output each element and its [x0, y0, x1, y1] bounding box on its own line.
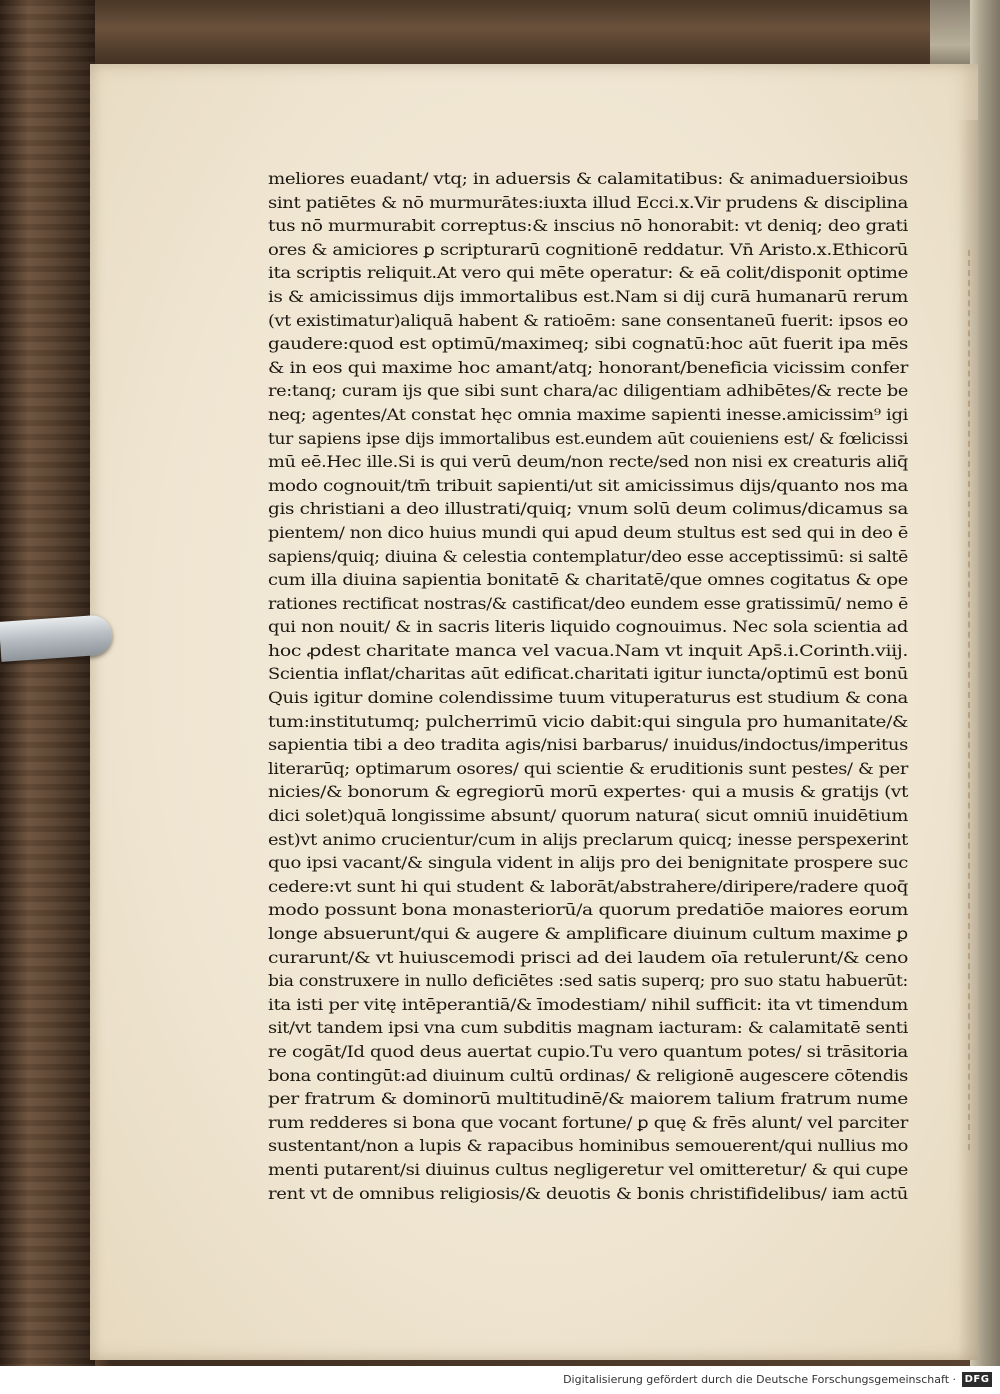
text-line: curarunt/& vt huiuscemodi prisci ad dei laudem oīa retulerunt/& ceno: [268, 948, 908, 967]
text-line: ita scriptis reliquit.At vero qui mēte operatur: & eā colit/disponit optime: [268, 264, 908, 283]
text-line: mū eē.Hec ille.Si is qui verū deum/non recte/sed non nisi ex creaturis aliq̄: [268, 453, 908, 472]
text-line: bona contingūt:ad diuinum cultū ordinas/ & religionē augescere cōtendis: [268, 1066, 908, 1085]
text-line: cum illa diuina sapientia bonitatē & charitatē/que omnes cogitatus & ope: [268, 571, 908, 590]
text-line: tur sapiens ipse dijs immortalibus est.eundem aūt couieniens est/ & fœlicissi: [268, 429, 908, 448]
binding-left: [0, 0, 95, 1366]
text-line: (vt existimatur)aliquā habent & ratioēm: sane consentaneū fuerit: ipsos eo: [268, 311, 908, 330]
binding-top: [10, 0, 940, 70]
text-line: sustentant/non a lupis & rapacibus hominibus semouerent/qui nullius mo: [268, 1137, 908, 1156]
text-line: neq; agentes/At constat hęc omnia maxime sapienti inesse.amicissim⁹ igi: [268, 405, 908, 424]
text-line: gaudere:quod est optimū/maximeq; sibi cognatū:hoc aūt fuerit ipa mēs: [268, 335, 908, 354]
text-line: est)vt animo crucientur/cum in alijs preclarum quicq; inesse perspexerint: [268, 830, 908, 849]
text-line: modo cognouit/tm̄ tribuit sapienti/ut sit amicissimus dijs/quanto nos ma: [268, 476, 908, 495]
dfg-logo-icon: DFG: [962, 1372, 992, 1387]
text-line: literarūq; optimarum osores/ qui scientie & eruditionis sunt pestes/ & per: [268, 759, 908, 778]
text-line: qui non nouit/ & in sacris literis liquido cognouimus. Nec sola scientia ad: [268, 618, 908, 637]
text-line: cedere:vt sunt hi qui student & laborāt/abstrahere/diripere/radere quoq̄: [268, 877, 908, 896]
text-line: re cogāt/Id quod deus auertat cupio.Tu vero quantum potes/ si trāsitoria: [268, 1042, 908, 1061]
text-line: rum redderes si bona que vocant fortune/ ꝑ quę & frēs alunt/ vel parciter: [268, 1113, 908, 1132]
text-line: sint patiētes & nō murmurātes:iuxta illud Ecci.x.Vir prudens & disciplina: [268, 193, 908, 212]
text-line: re:tanq; curam ijs que sibi sunt chara/ac diligentiam adhibētes/& recte be: [268, 382, 908, 401]
text-line: dici solet)quā longissime absunt/ quorum natura( sicut omniū inuidētium: [268, 807, 908, 826]
text-line: sapientia tibi a deo tradita agis/nisi barbarus/ inuidus/indoctus/imperitus: [268, 736, 908, 755]
text-line: & in eos qui maxime hoc amant/atq; honorant/beneficia vicissim confer: [268, 358, 908, 377]
text-line: is & amicissimus dijs immortalibus est.Nam si dij curā humanarū rerum: [268, 287, 908, 306]
text-line: longe absuerunt/qui & augere & amplificare diuinum cultum maxime ꝑ: [268, 925, 908, 943]
text-line: rationes rectificat nostras/& castificat/deo eundem esse gratissimū/ nemo ē: [268, 594, 908, 613]
text-line: Scientia inflat/charitas aūt edificat.charitati igitur iuncta/optimū est bonū: [268, 665, 908, 684]
text-line: nicies/& bonorum & egregiorū morū expertes· qui a musis & gratijs (vt: [268, 783, 908, 802]
text-line: gis christiani a deo illustrati/quiq; vnum solū deum colimus/dicamus sa: [268, 500, 908, 519]
text-line: ores & amiciores ꝑ scripturarū cognitionē reddatur. Vn̄ Aristo.x.Ethicorū: [268, 240, 908, 259]
text-line: per fratrum & dominorū multitudinē/& maiorem talium fratrum nume: [268, 1090, 908, 1109]
text-line: hoc ꝓdest charitate manca vel vacua.Nam vt inquit Aps̄.i.Corinth.viij.: [268, 641, 908, 660]
text-line: bia construxere in nullo deficiētes :sed satis superq; pro suo statu habuerūt:: [268, 972, 908, 991]
text-line: Quis igitur domine colendissime tuum vituperaturus est studium & cona: [268, 689, 908, 708]
page-text: [268, 168, 908, 1206]
text-line: ita isti per vitę intēperantiā/& īmodestiam/ nihil sufficit: ita vt timendum: [268, 995, 908, 1014]
text-line: sapiens/quiq; diuina & celestia contemplatur/deo esse acceptissimū: si saltē: [268, 547, 908, 566]
text-line: quo ipsi vacant/& singula vident in alijs pro dei benignitate prospere suc: [268, 854, 908, 873]
footer-credit: Digitalisierung gefördert durch die Deutsche Forschungsgemeinschaft ·: [563, 1373, 956, 1386]
text-line: rent vt de omnibus religiosis/& deuotis & bonis christifidelibus/ iam actū: [268, 1184, 908, 1203]
text-line: tus nō murmurabit correptus:& inscius nō honorabit: vt deniq; deo grati: [268, 217, 908, 236]
text-line: sit/vt tandem ipsi vna cum subditis magnam iacturam: & calamitatē senti: [268, 1019, 908, 1038]
text-line: tum:institutumq; pulcherrimū vicio dabit:qui singula pro humanitate/&: [268, 712, 908, 731]
text-line: menti putarent/si diuinus cultus negligeretur vel omitteretur/ & qui cupe: [268, 1160, 908, 1179]
text-line: modo possunt bona monasteriorū/a quorum predatiōe maiores eorum: [268, 901, 908, 920]
text-line: meliores euadant/ vtq; in aduersis & calamitatibus: & animaduersioibus: [268, 170, 908, 188]
page-clip-icon: [0, 614, 113, 662]
text-line: pientem/ non dico huius mundi qui apud deum stultus est sed qui in deo ē: [268, 523, 908, 542]
footer-bar: [0, 1366, 1000, 1394]
